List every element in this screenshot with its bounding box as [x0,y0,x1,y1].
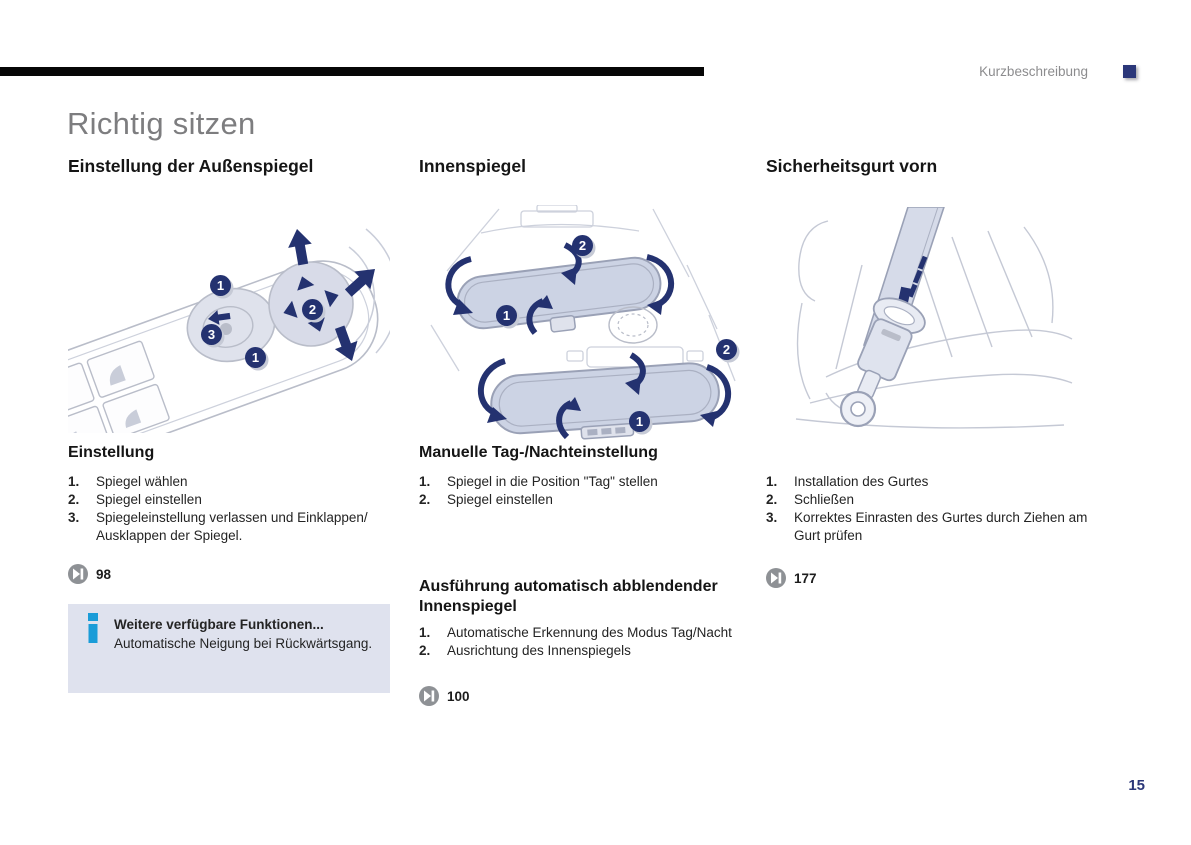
list-item-number: 1. [419,625,431,640]
inner-mirror-manual-step-list [419,473,741,509]
skip-forward-icon [419,686,439,706]
heading-outer-mirrors: Einstellung der Außenspiegel [68,156,314,176]
interior-mirror-illustration [419,205,741,443]
list-item-text: Korrektes Einrasten des Gurtes durch Ziehen am Gurt prüfen [794,510,1088,543]
door-mirror-control-illustration [68,203,390,433]
list-item-text: Spiegel einstellen [96,492,202,507]
list-item-number: 1. [419,474,431,489]
chapter-label: Kurzbeschreibung [979,64,1088,79]
list-item-text: Installation des Gurtes [794,474,929,489]
list-item-text: Spiegel wählen [96,474,188,489]
list-item [68,509,390,545]
page-reference [419,686,470,706]
door-mirror-control-drawing [68,203,390,433]
list-item-text: Schließen [794,492,855,507]
outer-mirrors-step-list [68,473,390,545]
seat-belt-drawing [766,207,1086,435]
skip-forward-icon [68,564,88,584]
skip-forward-icon [766,568,786,588]
list-item-number: 3. [68,510,80,525]
callout-badge: 2 [302,299,323,320]
subheading-einstellung: Einstellung [68,444,155,461]
seat-belt-illustration [766,207,1086,435]
heading-inner-mirror: Innenspiegel [419,156,526,176]
page-title: Richtig sitzen [67,106,256,141]
callout-badge: 1 [629,411,650,432]
list-item [68,473,390,491]
page-reference [68,564,111,584]
info-box-title: Weitere verfügbare Funktionen... [114,617,324,632]
list-item [419,491,741,509]
list-item-number: 3. [766,510,778,525]
info-box [68,604,390,693]
information-icon [68,604,114,693]
page-reference-number: 98 [96,566,112,582]
callout-badge: 1 [245,347,266,368]
page-reference-number: 177 [794,570,817,586]
chapter-tab-marker [1123,65,1136,78]
subheading-manual-day-night: Manuelle Tag-/Nachteinstellung [419,444,658,461]
info-box-body: Automatische Neigung bei Rückwärtsgang. [114,635,373,651]
page-number: 15 [1128,777,1145,794]
list-item [766,509,1088,545]
callout-badge: 2 [572,235,593,256]
top-rule [0,67,704,76]
list-item-number: 2. [419,492,431,507]
list-item-text: Spiegel in die Position "Tag" stellen [447,474,658,489]
list-item-text: Spiegel einstellen [447,492,553,507]
list-item [419,624,741,642]
list-item-number: 2. [68,492,80,507]
list-item [419,642,741,660]
callout-badge: 3 [201,324,222,345]
list-item [419,473,741,491]
subheading-auto-dimming: Ausführung automatisch abblendender Innenspiegel [419,578,718,615]
heading-seat-belt: Sicherheitsgurt vorn [766,156,938,176]
list-item-text: Ausrichtung des Innenspiegels [447,643,631,658]
list-item [766,491,1088,509]
list-item-number: 1. [68,474,80,489]
page-reference-number: 100 [447,688,470,704]
inner-mirror-auto-step-list [419,624,741,660]
page-reference [766,568,817,588]
list-item-text: Automatische Erkennung des Modus Tag/Nacht [447,625,732,640]
seat-belt-step-list [766,473,1088,545]
list-item [68,491,390,509]
callout-badge: 1 [210,275,231,296]
list-item [766,473,1088,491]
callout-badge: 2 [716,339,737,360]
info-box-text [114,604,380,693]
list-item-number: 2. [766,492,778,507]
callout-badge: 1 [496,305,517,326]
list-item-number: 1. [766,474,778,489]
list-item-number: 2. [419,643,431,658]
list-item-text: Spiegeleinstellung verlassen und Einklappen/ Ausklappen der Spiegel. [96,510,368,543]
